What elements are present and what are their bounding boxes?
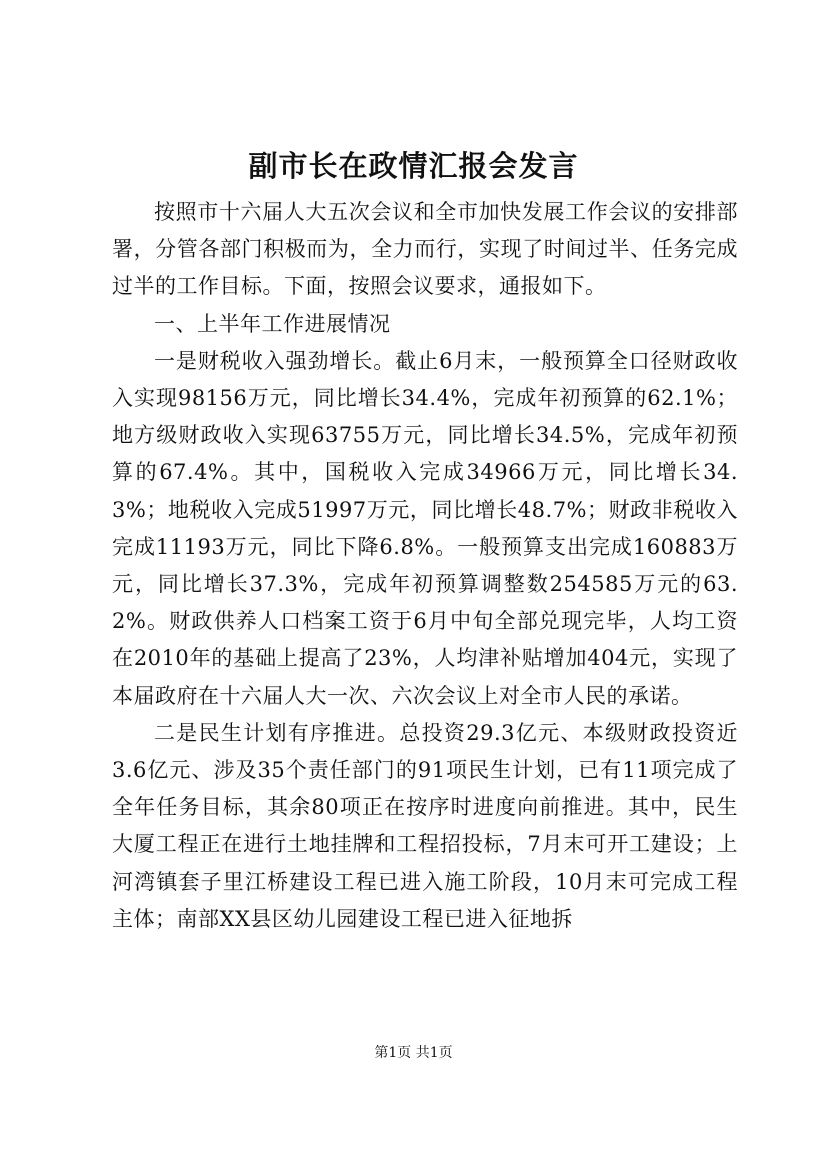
paragraph-intro: 按照市十六届人大五次会议和全市加快发展工作会议的安排部署，分管各部门积极而为，全力而行，实现了时间过半、任务完成过半的工作目标。下面，按照会议要求，通报如下。: [112, 200, 738, 299]
paragraph-livelihood-plan: 二是民生计划有序推进。总投资29.3亿元、本级财政投资近3.6亿元、涉及35个责任部门的91项民生计划，已有11项完成了全年任务目标，其余80项正在按序时进度向前推进。其中，民生大厦工程正在进行土地挂牌和工程招投标，7月末可开工建设；上河湾镇套子里江桥建设工程已进入施工阶段，10月末可完成工程主体；南部XX县区幼儿园建设工程已进入征地拆: [112, 720, 738, 931]
document-title: 副市长在政情汇报会发言: [248, 149, 579, 183]
document-body: [112, 194, 738, 938]
paragraph-fiscal-revenue: 一是财税收入强劲增长。截止6月末，一般预算全口径财政收入实现98156万元，同比增长34.4%，完成年初预算的62.1%；地方级财政收入实现63755万元，同比增长34.5%，完成年初预算的67.4%。其中，国税收入完成34966万元，同比增长34.3%；地税收入完成51997万元，同比增长48.7%；财政非税收入完成11193万元，同比下降6.8%。一般预算支出完成160883万元，同比增长37.3%，完成年初预算调整数254585万元的63.2%。财政供养人口档案工资于6月中旬全部兑现完毕，人均工资在2010年的基础上提高了23%，人均津补贴增加404元，实现了本届政府在十六届人大一次、六次会议上对全市人民的承诺。: [112, 348, 738, 708]
section-heading: 一、上半年工作进展情况: [154, 311, 391, 336]
page-footer: 第1页 共1页: [374, 1045, 453, 1061]
